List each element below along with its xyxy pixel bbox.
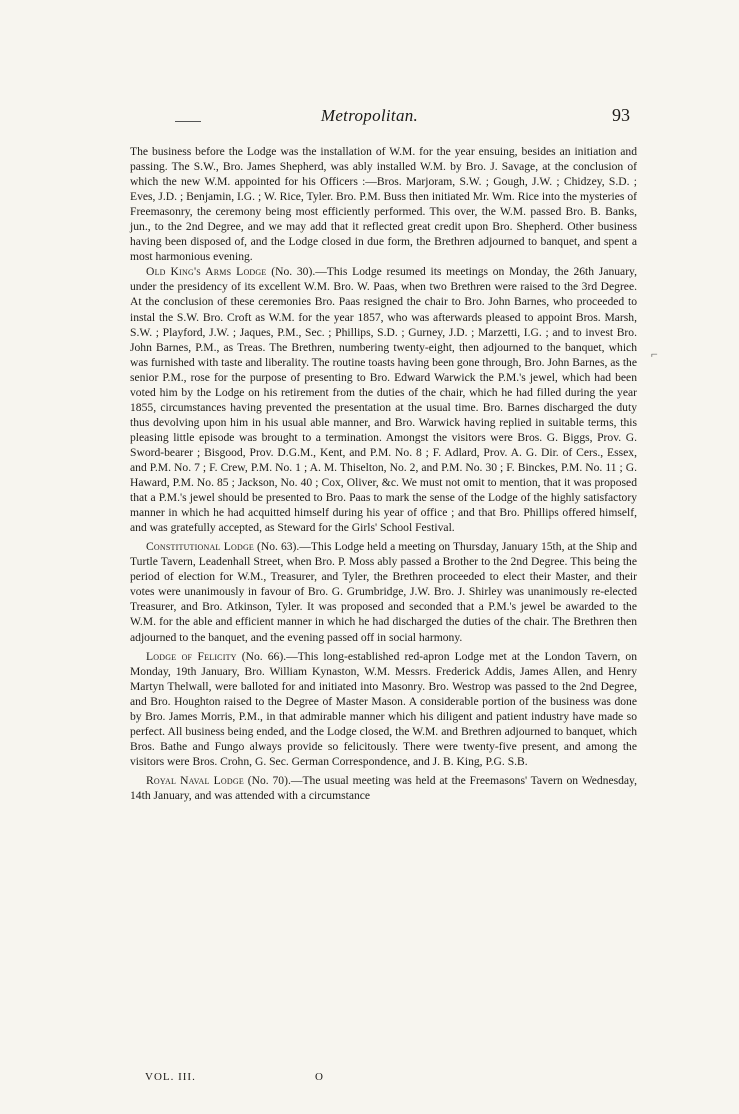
paragraph-royal-naval-lodge [130,773,637,803]
paragraph-text: (No. 66).—This long-established red-apron Lodge met at the London Tavern, on Monday, 19th January, Bro. William Kynaston, W.M. Messrs. Frederick Addis, James Allen, and Henry Martyn Thelwall, were balloted for and initiated into Masonry. Bro. Westrop was passed to the 2nd Degree, and Bro. Houghton raised to the Degree of Master Mason. A considerable portion of the business was done by Bro. James Morris, P.M., in that admirable manner which his diligent and patient industry have made so perfect. All business being ended, and the Lodge closed, the W.M. and Brethren adjourned to banquet, which Bros. Bathe and Fungo always provide so felicitously. There were twenty-five present, and among the visitors were Bros. Crohn, G. Sec. German Correspondence, and J. B. King, P.G. S.B. [130,649,637,768]
margin-mark-icon: ⌐ [651,347,658,361]
page-footer [145,1071,565,1083]
article-body [130,144,637,803]
paragraph-continuation [130,144,637,264]
lodge-name: Lodge of Felicity [146,649,237,663]
paragraph-text: The business before the Lodge was the installation of W.M. for the year ensuing, besides an initiation and passing. The S.W., Bro. James Shepherd, was ably installed W.M. by Bro. J. Savage, at the conclusion of which the new W.M. appointed for his Officers :—Bros. Marjoram, S.W. ; Gough, J.W. ; Chidzey, S.D. ; Eves, J.D. ; Benjamin, I.G. ; W. Rice, Tyler. Bro. P.M. Buss then initiated Mr. Wm. Rice into the mysteries of Freemasonry, the ceremony being most efficiently performed. This over, the W.M. passed Bro. B. Banks, jun., to the 2nd Degree, and we may add that it reflected great credit upon Bro. Shepherd. Other business having been disposed of, and the Lodge closed in due form, the Brethren adjourned to banquet, and spent a most harmonious evening. [130,145,637,264]
paragraph-text: (No. 70).—The usual meeting was held at the Freemasons' Tavern on Wednesday, 14th January, and was attended with a circumstance [130,773,637,802]
running-title: Metropolitan. [320,106,419,125]
lodge-name: Old King's Arms Lodge [146,265,267,279]
lodge-name: Royal Naval Lodge [146,773,244,787]
page-number: 93 [612,105,630,125]
paragraph-text: (No. 63).—This Lodge held a meeting on Thursday, January 15th, at the Ship and Turtle Tavern, Leadenhall Street, when Bro. P. Moss ably passed a Brother to the 2nd Degree. This being the period of election for W.M., Treasurer, and Tyler, the Brethren proceeded to elect their Master, and their votes were unanimously in favour of Bro. G. Grumbridge, J.W. Bro. J. Shirley was unanimously re-elected Treasurer, and Bro. Atkinson, Tyler. It was proposed and seconded that a P.M.'s jewel be awarded to the W.M. for the able and efficient manner in which he had discharged the duties of the chair. The Brethren then adjourned to the banquet, and the evening passed off in social harmony. [130,540,637,644]
paragraph-constitutional-lodge [130,539,637,644]
paragraph-text: (No. 30).—This Lodge resumed its meetings on Monday, the 26th January, under the presidency of its excellent W.M. Bro. W. Paas, when two Brethren were raised to the 3rd Degree. At the conclusion of these ceremonies Bro. Paas resigned the chair to Bro. John Barnes, who proceeded to instal the S.W. Bro. Croft as W.M. for the year 1857, who was afterwards pleased to appoint Bros. Marsh, S.W. ; Playford, J.W. ; Jaques, P.M., Sec. ; Phillips, S.D. ; Gurney, J.D. ; Marzetti, I.G. ; and to invest Bro. John Barnes, P.M., as Treas. The Brethren, numbering twenty-eight, then adjourned to the banquet, which was furnished with taste and liberality. The routine toasts having been gone through, Bro. John Barnes, as the senior P.M., rose for the purpose of presenting to Bro. Edward Warwick the P.M.'s jewel, which had been voted him by the Lodge on his retirement from the duties of the chair, which he had filled during the year 1855, circumstances having prevented the presentation at the usual time. Bro. Barnes discharged the duty thus devolving upon him in his usual able manner, and Bro. Warwick having replied in suitable terms, this pleasing little episode was brought to a termination. Amongst the visitors were Bros. G. Biggs, Prov. G. Sword-bearer ; Bisgood, Prov. D.G.M., Kent, and P.M. No. 8 ; F. Adlard, Prov. A. G. Dir. of Cers., Essex, and P.M. No. 7 ; F. Crew, P.M. No. 1 ; A. M. Thiselton, No. 2, and P.M. No. 30 ; F. Binckes, P.M. No. 11 ; G. Haward, P.M. No. 85 ; Jackson, No. 40 ; Cox, Oliver, &c. We must not omit to mention, that it was proposed that a P.M.'s jewel should be presented to Bro. Paas to mark the sense of the Lodge of the highly satisfactory manner in which he had acquitted himself during his year of office ; and that Bro. Phillips offered himself, and was gratefully accepted, as Steward for the Girls' School Festival. [130,265,638,535]
paragraph-lodge-of-felicity [130,649,637,769]
lodge-name: Constitutional Lodge [146,540,255,554]
signature-mark: O [315,1071,324,1083]
volume-label: VOL. III. [145,1071,196,1083]
paragraph-old-kings-arms-lodge [130,264,637,535]
